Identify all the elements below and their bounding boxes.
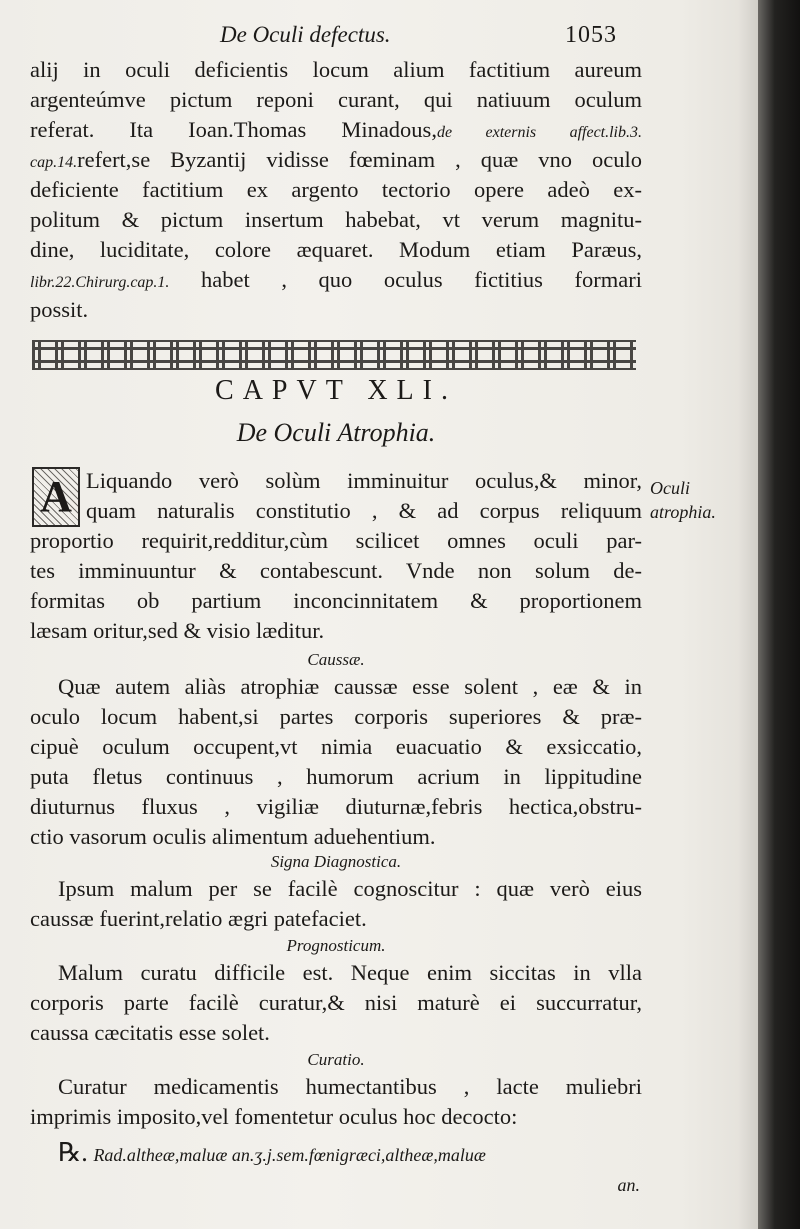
recipe-text: Rad.altheæ,maluæ an.ʒ.j.sem.fœnigræci,altheæ,maluæ (93, 1145, 486, 1165)
recipe-symbol: ℞. (58, 1138, 88, 1167)
gutter-shadow (738, 0, 758, 1229)
text-line: corporis parte facilè curatur,& nisi maturè ei succurratur, (30, 990, 642, 1015)
text-line: alij in oculi deficientis locum alium factitium aureum (30, 57, 642, 82)
text-line: Curatur medicamentis humectantibus , lacte muliebri (58, 1074, 642, 1099)
text-line: puta fletus continuus , humorum acrium in lippitudine (30, 764, 642, 789)
text-line: tes imminuuntur & contabescunt. Vnde non solum de- (30, 558, 642, 583)
citation: libr.22.Chirurg.cap.1. (30, 274, 170, 291)
catchword: an. (617, 1175, 640, 1195)
citation: cap.14. (30, 154, 78, 171)
chapter-title: De Oculi Atrophia. (236, 418, 436, 447)
text-line: deficiente factitium ex argento tectorio opere adeò ex- (30, 177, 642, 202)
text-line (30, 115, 642, 148)
text-span: referat. Ita Ioan.Thomas Minadous, (30, 117, 437, 142)
text-line: proportio requirit,redditur,cùm scilicet omnes oculi par- (30, 528, 642, 553)
text-line: formitas ob partium inconcinnitatem & proportionem (30, 588, 642, 613)
text-line: quam naturalis constitutio , & ad corpus reliquum (86, 498, 642, 523)
text-line: possit. (30, 297, 89, 322)
margin-note: Oculi (650, 478, 690, 498)
text-line: læsam oritur,sed & visio læditur. (30, 618, 325, 643)
section-heading-curatio: Curatio. (307, 1050, 365, 1069)
text-line: oculo locum habent,si partes corporis superiores & præ- (30, 704, 642, 729)
text-line: dine, luciditate, colore æquaret. Modum etiam Paræus, (30, 237, 642, 262)
book-spine (758, 0, 800, 1229)
section-heading-prognosticum: Prognosticum. (286, 936, 386, 955)
text-line: caussæ fuerint,relatio ægri patefaciet. (30, 906, 367, 931)
drop-initial: A (32, 467, 80, 527)
text-span: habet , quo oculus fictitius formari (169, 267, 642, 292)
text-line: politum & pictum insertum habebat, vt verum magnitu- (30, 207, 642, 232)
page-number: 1053 (565, 22, 617, 48)
text-line: ctio vasorum oculis alimentum aduehentium. (30, 824, 436, 849)
text-line (30, 265, 642, 298)
citation: de externis affect.lib.3. (436, 124, 642, 141)
text-line: caussa cæcitatis esse solet. (30, 1020, 270, 1045)
running-header: De Oculi defectus. (220, 22, 391, 47)
text-line: Malum curatu difficile est. Neque enim siccitas in vlla (58, 960, 642, 985)
chapter-number: CAPVT XLI. (215, 375, 457, 406)
recipe-line (58, 1138, 642, 1170)
text-line: Ipsum malum per se facilè cognoscitur : quæ verò eius (58, 876, 642, 901)
ornamental-band (32, 340, 636, 370)
text-line (30, 145, 642, 178)
text-line: Liquando verò solùm imminuitur oculus,& minor, (86, 468, 642, 493)
section-heading-causae: Caussæ. (307, 650, 365, 669)
margin-note: atrophia. (650, 502, 716, 522)
text-line: imprimis imposito,vel fomentetur oculus hoc decocto: (30, 1104, 518, 1129)
text-span: refert,se Byzantij vidisse fœminam , quæ vno oculo (77, 147, 642, 172)
text-line: Quæ autem aliàs atrophiæ caussæ esse solent , eæ & in (58, 674, 642, 699)
text-line: argenteúmve pictum reponi curant, qui natiuum oculum (30, 87, 642, 112)
text-line: diuturnus fluxus , vigiliæ diuturnæ,febris hectica,obstru- (30, 794, 642, 819)
section-heading-signa: Signa Diagnostica. (270, 852, 402, 871)
text-line: cipuè oculum occupent,vt nimia euacuatio & exsiccatio, (30, 734, 642, 759)
